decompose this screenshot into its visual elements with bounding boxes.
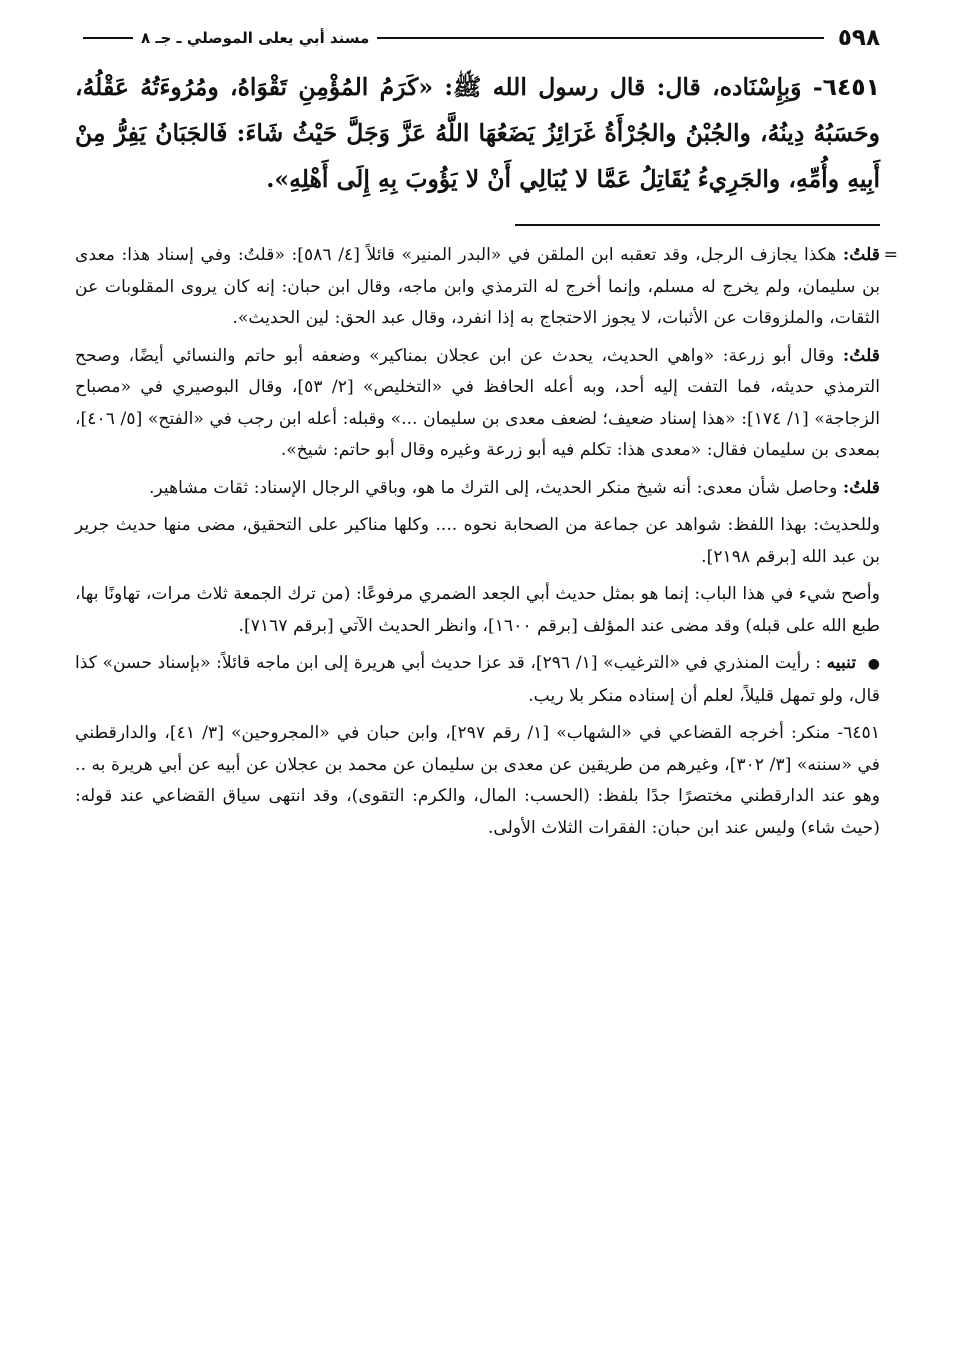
takhrij-paragraph [75,718,880,844]
note-text-4: وللحديث: بهذا اللفظ: شواهد عن جماعة من الصحابة نحوه .... وكلها مناكير على التحقيق، مضى منها حديث جرير بن عبد الله [برقم ٢١٩٨]. [75,515,880,567]
note-paragraph-2 [75,341,880,467]
footnote-separator [515,224,880,226]
qultu-label: قلتُ: [842,245,880,265]
hadith-text-block [75,64,880,202]
note-paragraph-4 [75,510,880,573]
hadith-number: ٦٤٥١ [822,73,880,101]
page-number: ٥٩٨ [837,25,880,51]
header-rule-right [377,37,824,39]
note-text-5: وأصح شيء في هذا الباب: إنما هو بمثل حديث أبي الجعد الضمري مرفوعًا: (من ترك الجمعة ثلاث مرات، تهاونًا بها، طبع الله على قبله) وقد مضى عند المؤلف [برقم ١٦٠٠]، وانظر الحديث الآتي [برقم ٧١٦٧]. [75,584,880,636]
note-text-6: : رأيت المنذري في «الترغيب» [١/ ٢٩٦]، قد عزا حديث أبي هريرة إلى ابن ماجه قائلاً: «بإسناد حسن» كذا قال، ولو تمهل قليلاً، لعلم أن إسناده منكر بلا ريب. [75,653,880,706]
note-text-3: وحاصل شأن معدى: أنه شيخ منكر الحديث، إلى الترك ما هو، وباقي الرجال الإسناد: ثقات مشاهير. [148,477,838,498]
header-rule-left [83,37,133,39]
takhrij-text: - منكر: أخرجه القضاعي في «الشهاب» [١/ رقم ٢٩٧]، وابن حبان في «المجروحين» [٣/ ٤١]، والدارقطني في «سننه» [٣/ ٣٠٢]، وغيرهم من طريقين عن معدى بن سليمان عن محمد بن عجلان عن أبيه عن أبي هريرة به .. وهو عند الدارقطني مختصرًا جدًا بلفظ: (الحسب: المال، والكرم: التقوى)، وقد انتهى سياق القضاعي عند قوله: (حيث شاء) وليس عند ابن حبان: الفقرات الثلاث الأولى. [75,723,880,838]
bullet-icon: ● [867,656,880,672]
footnotes [75,240,898,844]
note-paragraph-1 [75,240,898,335]
tanbih-label: تنبيه [826,653,857,673]
note-paragraph-6 [75,648,880,712]
note-text-2: وقال أبو زرعة: «واهي الحديث، يحدث عن ابن عجلان بمناكير» وضعفه أبو حاتم والنسائي أيضًا، وصحح الترمذي حديثه، فما التفت إليه أحد، وبه أعله الحافظ في «التخليص» [٢/ ٥٣]، وقال البوصيري في «مصباح الزجاجة» [١/ ١٧٤]: «هذا إسناد ضعيف؛ لضعف معدى بن سليمان ...» وقبله: أعله ابن رجب في «الفتح» [٥/ ٤٠٦]، بمعدى بن سليمان فقال: «معدى هذا: تكلم فيه أبو زرعة وغيره وقال أبو حاتم: شيخ». [75,345,880,460]
hadith-body: - وَبِإِسْنَاده، قال: قال رسول الله ﷺ: «كَرَمُ المُؤْمِنِ تَقْوَاهُ، ومُرُوءَتُهُ عَقْلُهُ، وحَسَبُهُ دِينُهُ، والجُبْنُ والجُرْأَةُ غَرَائِزُ يَضَعُهَا اللَّهُ عَزَّ وَجَلَّ حَيْثُ شَاءَ: فَالجَبَانُ يَفِرُّ مِنْ أَبِيهِ وأُمِّهِ، والجَرِيءُ يُقَاتِلُ عَمَّا لا يُبَالِي أَنْ لا يَؤُوبَ بِهِ إِلَى أَهْلِهِ». [75,73,880,193]
book-title: مسند أبي يعلى الموصلي ـ جـ ٨ [141,29,370,47]
continuation-mark: = [883,245,898,265]
running-header [75,18,880,58]
note-text-1: هكذا يجازف الرجل، وقد تعقبه ابن الملقن في «البدر المنير» قائلاً [٤/ ٥٨٦]: «قلتُ: وفي إسناد هذا: معدى بن سليمان، ولم يخرج له مسلم، وإنما أخرج له الترمذي وابن ماجه، وقال ابن حبان: إنه كان يروى المقلوبات عن الثقات، والملزوقات عن الأثبات، لا يجوز الاحتجاج به إذا انفرد، وقال عبد الحق: لين الحديث». [75,245,880,328]
takhrij-number: ٦٤٥١ [843,723,880,743]
qultu-label: قلتُ: [842,345,881,366]
document-page [75,18,898,850]
note-paragraph-5 [75,579,880,642]
note-paragraph-3 [75,473,880,505]
qultu-label: قلتُ: [842,477,880,498]
